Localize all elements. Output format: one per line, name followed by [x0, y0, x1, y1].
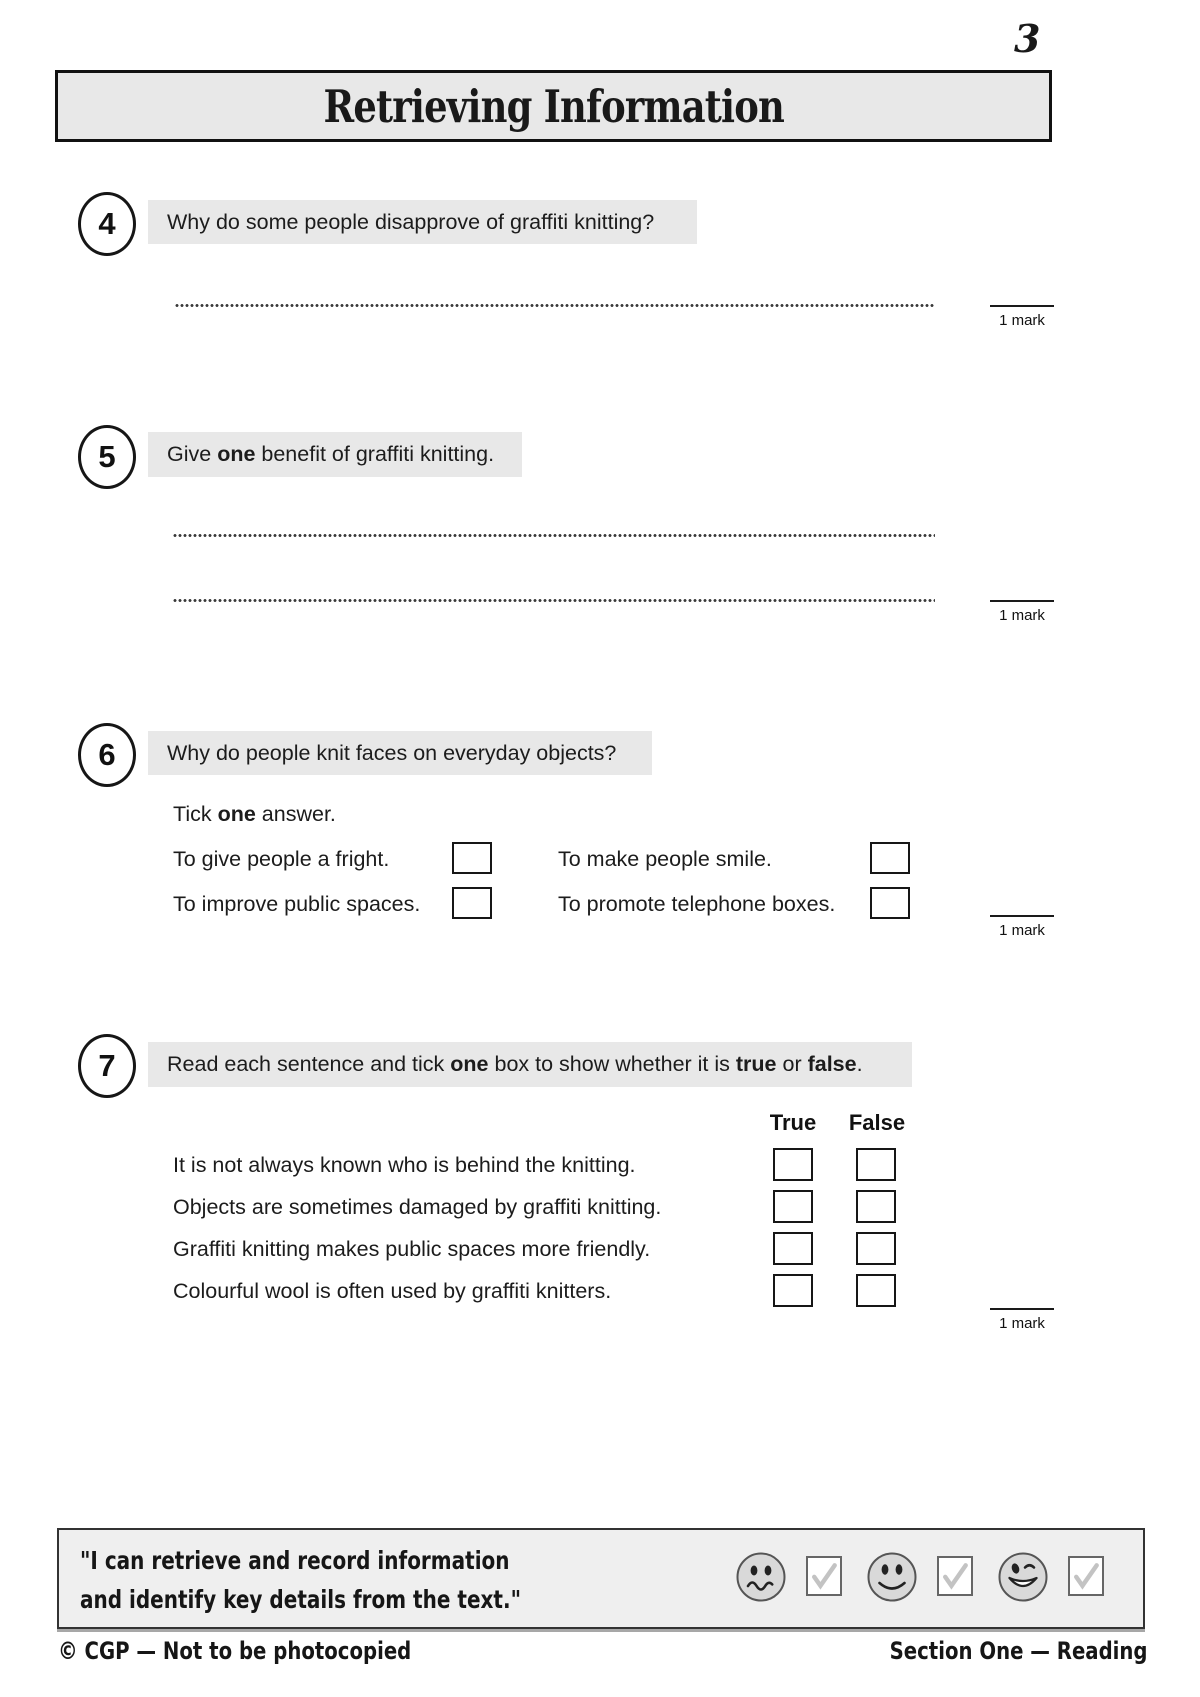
question-7-mark-indicator [990, 1308, 1054, 1332]
question-number: 6 [98, 737, 116, 772]
question-4-answer-line[interactable] [175, 303, 935, 308]
question-7-prompt [148, 1042, 912, 1087]
question-4-number-circle [78, 192, 136, 256]
mark-line [990, 305, 1054, 307]
self-assessment-quote: "I can retrieve and record information and identify key details from the text." [80, 1546, 521, 1614]
unsure-face-icon [735, 1551, 787, 1603]
mark-line [990, 915, 1054, 917]
grin-wink-face-icon [997, 1551, 1049, 1603]
column-header-false: False [848, 1110, 906, 1135]
true-checkbox-row1[interactable] [773, 1148, 813, 1181]
true-checkbox-row3[interactable] [773, 1232, 813, 1265]
question-number: 4 [98, 206, 116, 241]
mark-label: 1 mark [999, 1315, 1045, 1332]
copyright-notice: © CGP — Not to be photocopied [58, 1637, 412, 1665]
option-checkbox-spaces[interactable] [452, 887, 492, 919]
mark-line [990, 600, 1054, 602]
mark-line [990, 1308, 1054, 1310]
section-label: Section One — Reading [890, 1637, 1148, 1665]
question-6-mark-indicator [990, 915, 1054, 939]
mark-label: 1 mark [999, 922, 1045, 939]
page-title: Retrieving Information [323, 79, 784, 133]
option-label-telephone: To promote telephone boxes. [558, 892, 836, 916]
option-label-smile: To make people smile. [558, 847, 772, 871]
smile-checkbox[interactable] [937, 1556, 973, 1596]
question-text: Read each sentence and tick one box to show whether it is true or false. [167, 1052, 863, 1076]
grin-checkbox[interactable] [1068, 1556, 1104, 1596]
false-checkbox-row3[interactable] [856, 1232, 896, 1265]
option-checkbox-telephone[interactable] [870, 887, 910, 919]
column-header-true: True [769, 1110, 817, 1135]
unsure-checkbox[interactable] [806, 1556, 842, 1596]
false-checkbox-row1[interactable] [856, 1148, 896, 1181]
statement-text: It is not always known who is behind the knitting. [173, 1153, 636, 1177]
question-4-prompt [148, 200, 697, 244]
question-text: Why do people knit faces on everyday objects? [167, 740, 617, 765]
question-4-mark-indicator [990, 305, 1054, 329]
statement-text: Graffiti knitting makes public spaces more friendly. [173, 1237, 651, 1261]
mark-label: 1 mark [999, 312, 1045, 329]
title-bar [55, 70, 1052, 142]
true-checkbox-row4[interactable] [773, 1274, 813, 1307]
page-number: 3 [1014, 16, 1041, 61]
check-icon [939, 1558, 971, 1594]
check-icon [808, 1558, 840, 1594]
question-6-instruction: Tick one answer. [173, 802, 336, 826]
false-checkbox-row2[interactable] [856, 1190, 896, 1223]
option-checkbox-fright[interactable] [452, 842, 492, 874]
question-number: 7 [98, 1048, 116, 1083]
question-5-mark-indicator [990, 600, 1054, 624]
option-checkbox-smile[interactable] [870, 842, 910, 874]
question-text: Give one benefit of graffiti knitting. [167, 442, 495, 466]
question-7-number-circle [78, 1034, 136, 1098]
check-icon [1070, 1558, 1102, 1594]
true-checkbox-row2[interactable] [773, 1190, 813, 1223]
question-5-number-circle [78, 425, 136, 489]
question-5-answer-line-2[interactable] [173, 598, 935, 603]
statement-text: Colourful wool is often used by graffiti knitters. [173, 1279, 612, 1303]
option-label-fright: To give people a fright. [173, 847, 390, 871]
question-6-prompt [148, 731, 652, 775]
false-checkbox-row4[interactable] [856, 1274, 896, 1307]
smile-face-icon [866, 1551, 918, 1603]
question-5-prompt [148, 432, 522, 477]
question-6-number-circle [78, 723, 136, 787]
question-text: Why do some people disapprove of graffiti knitting? [167, 209, 655, 234]
option-label-spaces: To improve public spaces. [173, 892, 421, 916]
mark-label: 1 mark [999, 607, 1045, 624]
question-number: 5 [98, 439, 116, 474]
statement-text: Objects are sometimes damaged by graffiti knitting. [173, 1195, 662, 1219]
question-5-answer-line-1[interactable] [173, 533, 935, 538]
